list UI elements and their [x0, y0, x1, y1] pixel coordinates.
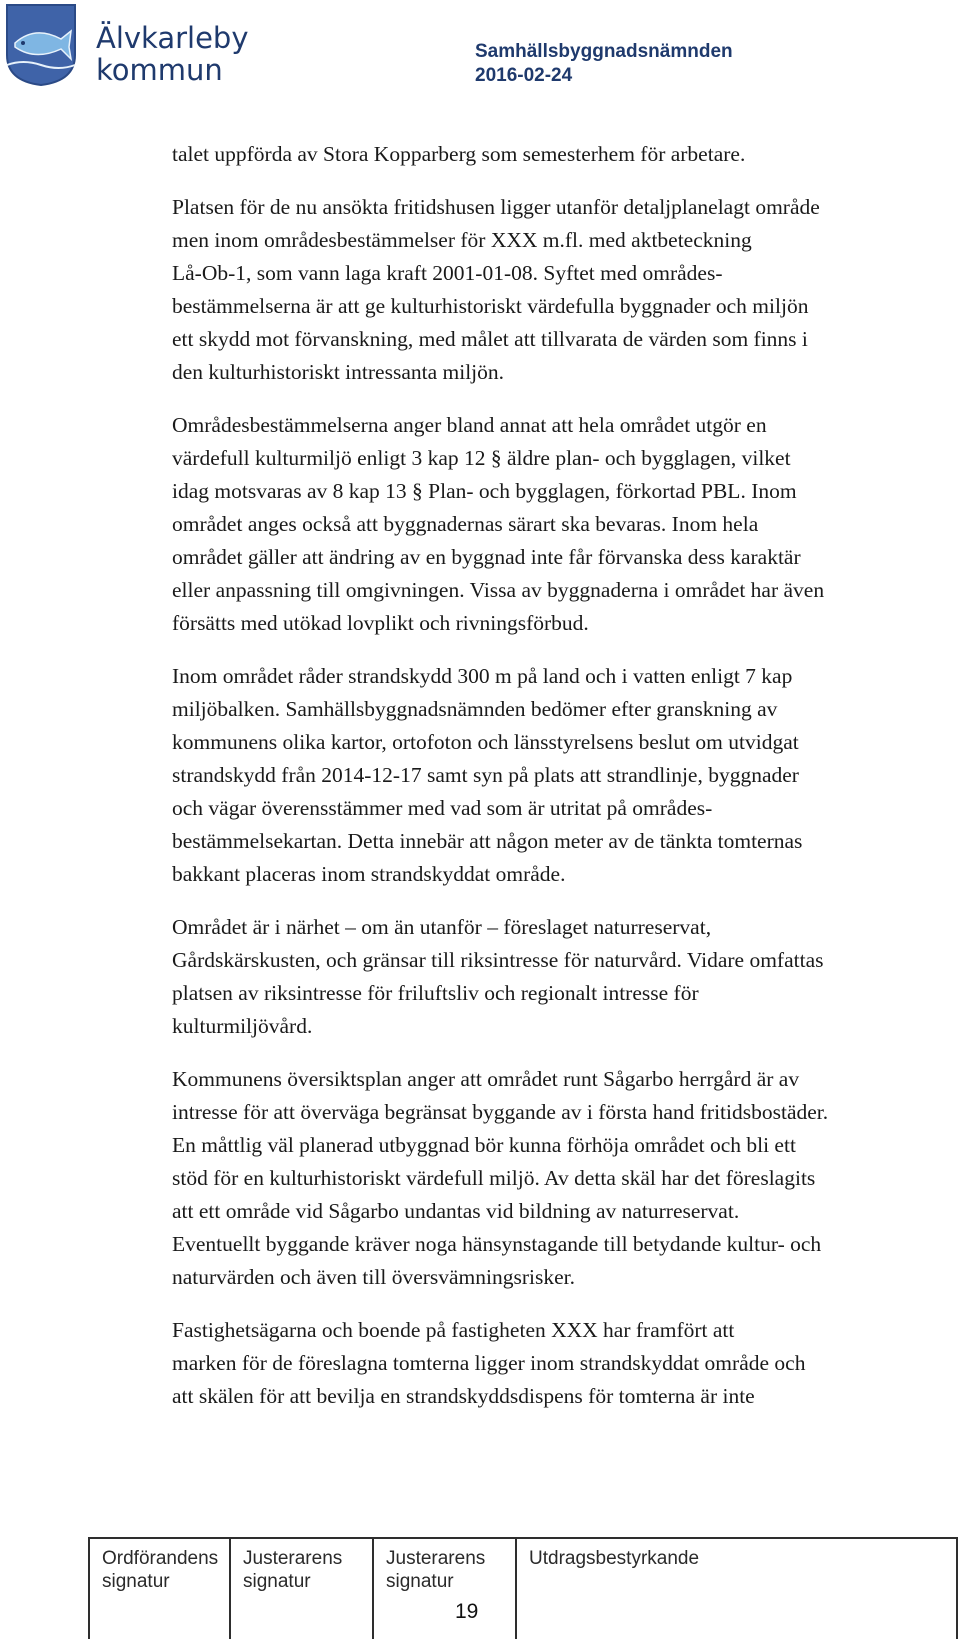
- page-header: [0, 0, 960, 100]
- adjuster-signature-box: [374, 1539, 517, 1639]
- logo-name-line1: Älvkarleby: [96, 21, 249, 55]
- signature-label: Utdragsbestyrkande: [529, 1548, 700, 1569]
- page-number: 19: [455, 1600, 479, 1623]
- document-meta: [475, 40, 733, 88]
- paragraph: Kommunens översiktsplan anger att området runt Sågarbo herrgård är av intresse för att överväga begränsat byggande av i första hand fritidsbostäder. En måttlig väl planerad utbyggnad bör kunna förhöja området och bli ett stöd för en kulturhistoriskt värdefull miljö. Av detta skäl har det föreslagits att ett område vid Sågarbo undantas vid bildning av naturreservat. Eventuellt byggande kräver noga hänsynstagande till betydande kultur- och naturvärden och även till översvämningsrisker.: [172, 1067, 829, 1289]
- paragraph: Områdesbestämmelserna anger bland annat att hela området utgör en värdefull kulturmiljö enligt 3 kap 12 § äldre plan- och bygglagen, vilket idag motsvaras av 8 kap 13 § Plan- och bygglagen, förkortad PBL. Inom området anges också att byggnadernas särart ska bevaras. Inom hela området gäller att ändring av en byggnad inte får förvanska dess karaktär eller anpassning till omgivningen. Vissa av byggnaderna i området har även försätts med utökad lovplikt och rivningsförbud.: [172, 413, 825, 635]
- extract-certification-box: [517, 1539, 958, 1639]
- municipality-name: [96, 22, 249, 86]
- paragraph: Fastighetsägarna och boende på fastigheten XXX har framfört att marken för de föreslagna tomterna ligger inom strandskyddat område och att skälen för att bevilja en strandskyddsdispens för tomterna är inte: [172, 1318, 806, 1408]
- logo-name-line2: kommun: [96, 53, 223, 87]
- committee-name: Samhällsbyggnadsnämnden: [475, 41, 733, 62]
- adjuster-signature-box: [231, 1539, 374, 1639]
- signature-label: Ordförandens: [102, 1548, 219, 1569]
- signature-label: signatur: [386, 1571, 454, 1592]
- signature-label: signatur: [243, 1571, 311, 1592]
- signature-label: Justerarens: [243, 1548, 343, 1569]
- municipal-coat-of-arms-fish-icon: [5, 3, 77, 87]
- document-body: [172, 138, 950, 1433]
- meeting-date: 2016-02-24: [475, 65, 573, 86]
- chair-signature-box: [88, 1539, 231, 1639]
- signature-label: signatur: [102, 1571, 170, 1592]
- signature-label: Justerarens: [386, 1548, 486, 1569]
- paragraph: Inom området råder strandskydd 300 m på land och i vatten enligt 7 kap miljöbalken. Samhällsbyggnadsnämnden bedömer efter granskning av kommunens olika kartor, ortofoton och länsstyrelsens beslut om utvidgat strandskydd från 2014-12-17 samt syn på plats att strandlinje, byggnader och vägar överensstämmer med vad som är utritat på områdes- bestämmelsekartan. Detta innebär att någon meter av de tänkta tomternas bakkant placeras inom strandskyddat område.: [172, 664, 803, 886]
- paragraph: Platsen för de nu ansökta fritidshusen ligger utanför detaljplanelagt område men inom områdesbestämmelser för XXX m.fl. med aktbeteckning Lå-Ob-1, som vann laga kraft 2001-01-08. Syftet med områdes- bestämmelserna är att ge kulturhistoriskt värdefulla byggnader och miljön ett skydd mot förvanskning, med målet att tillvarata de värden som finns i den kulturhistoriskt intressanta miljön.: [172, 195, 820, 384]
- paragraph: Området är i närhet – om än utanför – föreslaget naturreservat, Gårdskärskusten, och gränsar till riksintresse för naturvård. Vidare omfattas platsen av riksintresse för friluftsliv och regionalt intresse för kulturmiljövård.: [172, 915, 824, 1038]
- paragraph: talet uppförda av Stora Kopparberg som semesterhem för arbetare.: [172, 142, 746, 166]
- signature-footer: [88, 1537, 958, 1637]
